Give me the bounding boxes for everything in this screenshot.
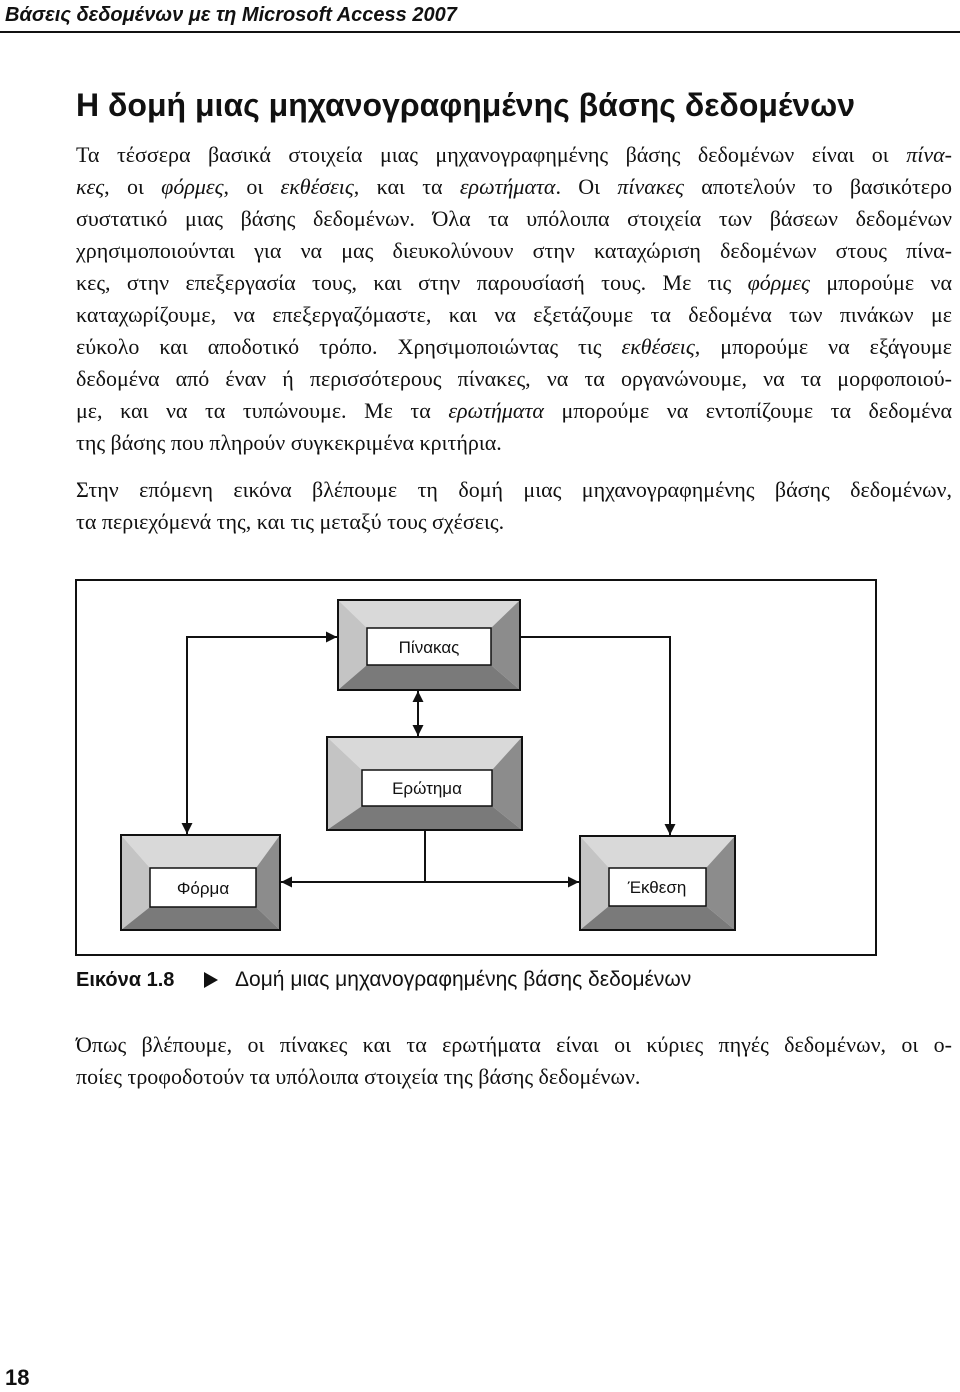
text-line [76, 395, 952, 427]
text-run: ποίες τροφοδοτούν τα υπόλοιπα στοιχεία της βάσης δεδομένων. [76, 1064, 641, 1089]
emphasized-term: φόρμες [747, 270, 810, 295]
triangle-right-icon [204, 972, 218, 988]
emphasized-term: εκθέσεις [621, 334, 695, 359]
text-line [76, 363, 952, 395]
text-run: αποτελούν το βασικότερο [683, 174, 953, 199]
text-line [76, 171, 952, 203]
figure-number: Εικόνα 1.8 [76, 969, 175, 991]
emphasized-term: εκθέσεις [280, 174, 354, 199]
text-line [76, 331, 952, 363]
text-line [76, 235, 952, 267]
text-line [76, 474, 952, 506]
text-run: συστατικό μιας βάσης δεδομένων. Όλα τα υπόλοιπα στοιχεία των βάσεων δεδομένων [76, 206, 952, 231]
text-run: με, και να τα τυπώνουμε. Με τα [76, 398, 449, 423]
text-run: δεδομένα από έναν ή περισσότερους πίνακες, να τα οργανώνουμε, να τα μορφοποιού- [76, 366, 952, 391]
text-run: καταχωρίζουμε, να επεξεργαζόμαστε, και να εξετάζουμε τα δεδομένα των πινάκων με [76, 302, 952, 327]
frame-bevel-top [338, 600, 520, 628]
node-label-table: Πίνακας [398, 638, 460, 657]
text-run: Τα τέσσερα βασικά στοιχεία μιας μηχανογραφημένης βάσης δεδομένων είναι οι [76, 142, 907, 167]
text-run: , οι [223, 174, 281, 199]
text-line [76, 1061, 952, 1093]
header-rule [0, 31, 960, 33]
text-run: , οι [104, 174, 162, 199]
text-line [76, 203, 952, 235]
text-run: , μπορούμε να εξάγουμε [694, 334, 953, 359]
paragraph-conclusion [76, 1029, 952, 1093]
connector-query-form [281, 831, 425, 882]
text-run: . Οι [555, 174, 618, 199]
text-line [76, 139, 952, 171]
running-title: Βάσεις δεδομένων με τη Microsoft Access 2007 [5, 4, 457, 26]
emphasized-term: φόρμες [161, 174, 224, 199]
text-run: εύκολο και αποδοτικό τρόπο. Χρησιμοποιώντας τις [76, 334, 622, 359]
text-run: μπορούμε να εντοπίζουμε τα δεδομένα [543, 398, 952, 423]
figure-caption-text: Δομή μιας μηχανογραφημένης βάσης δεδομένων [235, 968, 692, 991]
database-structure-diagram [0, 570, 960, 970]
paragraph-figure-lead [76, 474, 952, 538]
emphasized-term: ερωτήματα [459, 174, 556, 199]
text-run: , και τα [353, 174, 460, 199]
connector-table-form [187, 637, 337, 834]
text-line [76, 506, 952, 538]
text-run: της βάσης που πληρούν συγκεκριμένα κριτήρια. [76, 430, 502, 455]
diagram-node-report [580, 836, 735, 930]
text-run: χρησιμοποιούνται για να μας διευκολύνουν στην καταχώριση δεδομένων στους πίνα- [76, 238, 952, 263]
figure-caption [0, 966, 960, 994]
emphasized-term: πίνα- [906, 142, 952, 167]
text-run: Όπως βλέπουμε, οι πίνακες και τα ερωτήματα είναι οι κύριες πηγές δεδομένων, οι ο- [76, 1032, 952, 1057]
text-run: μπορούμε να [809, 270, 952, 295]
text-run: Στην επόμενη εικόνα βλέπουμε τη δομή μιας μηχανογραφημένης βάσης δεδομένων, [76, 477, 952, 502]
frame-bevel-bottom [338, 665, 520, 690]
text-line [76, 267, 952, 299]
text-line [76, 299, 952, 331]
diagram-node-query [327, 737, 522, 830]
connector-table-report [521, 637, 670, 835]
paragraph-intro [76, 139, 952, 459]
diagram-node-table [338, 600, 520, 690]
section-heading: Η δομή μιας μηχανογραφημένης βάσης δεδομένων [76, 87, 855, 123]
text-line [76, 1029, 952, 1061]
node-label-report: Έκθεση [627, 878, 687, 897]
node-label-query: Ερώτημα [392, 779, 462, 798]
page-number: 18 [5, 1365, 30, 1390]
text-run: τα περιεχόμενά της, και τις μεταξύ τους σχέσεις. [76, 509, 505, 534]
node-label-form: Φόρμα [176, 879, 230, 898]
emphasized-term: ερωτήματα [448, 398, 544, 423]
emphasized-term: κες [76, 174, 105, 199]
diagram-node-form [121, 835, 280, 930]
text-line [76, 427, 952, 459]
text-run: κες, στην επεξεργασία τους, και στην παρουσίασή τους. Με τις [76, 270, 748, 295]
emphasized-term: πίνακες [617, 174, 684, 199]
